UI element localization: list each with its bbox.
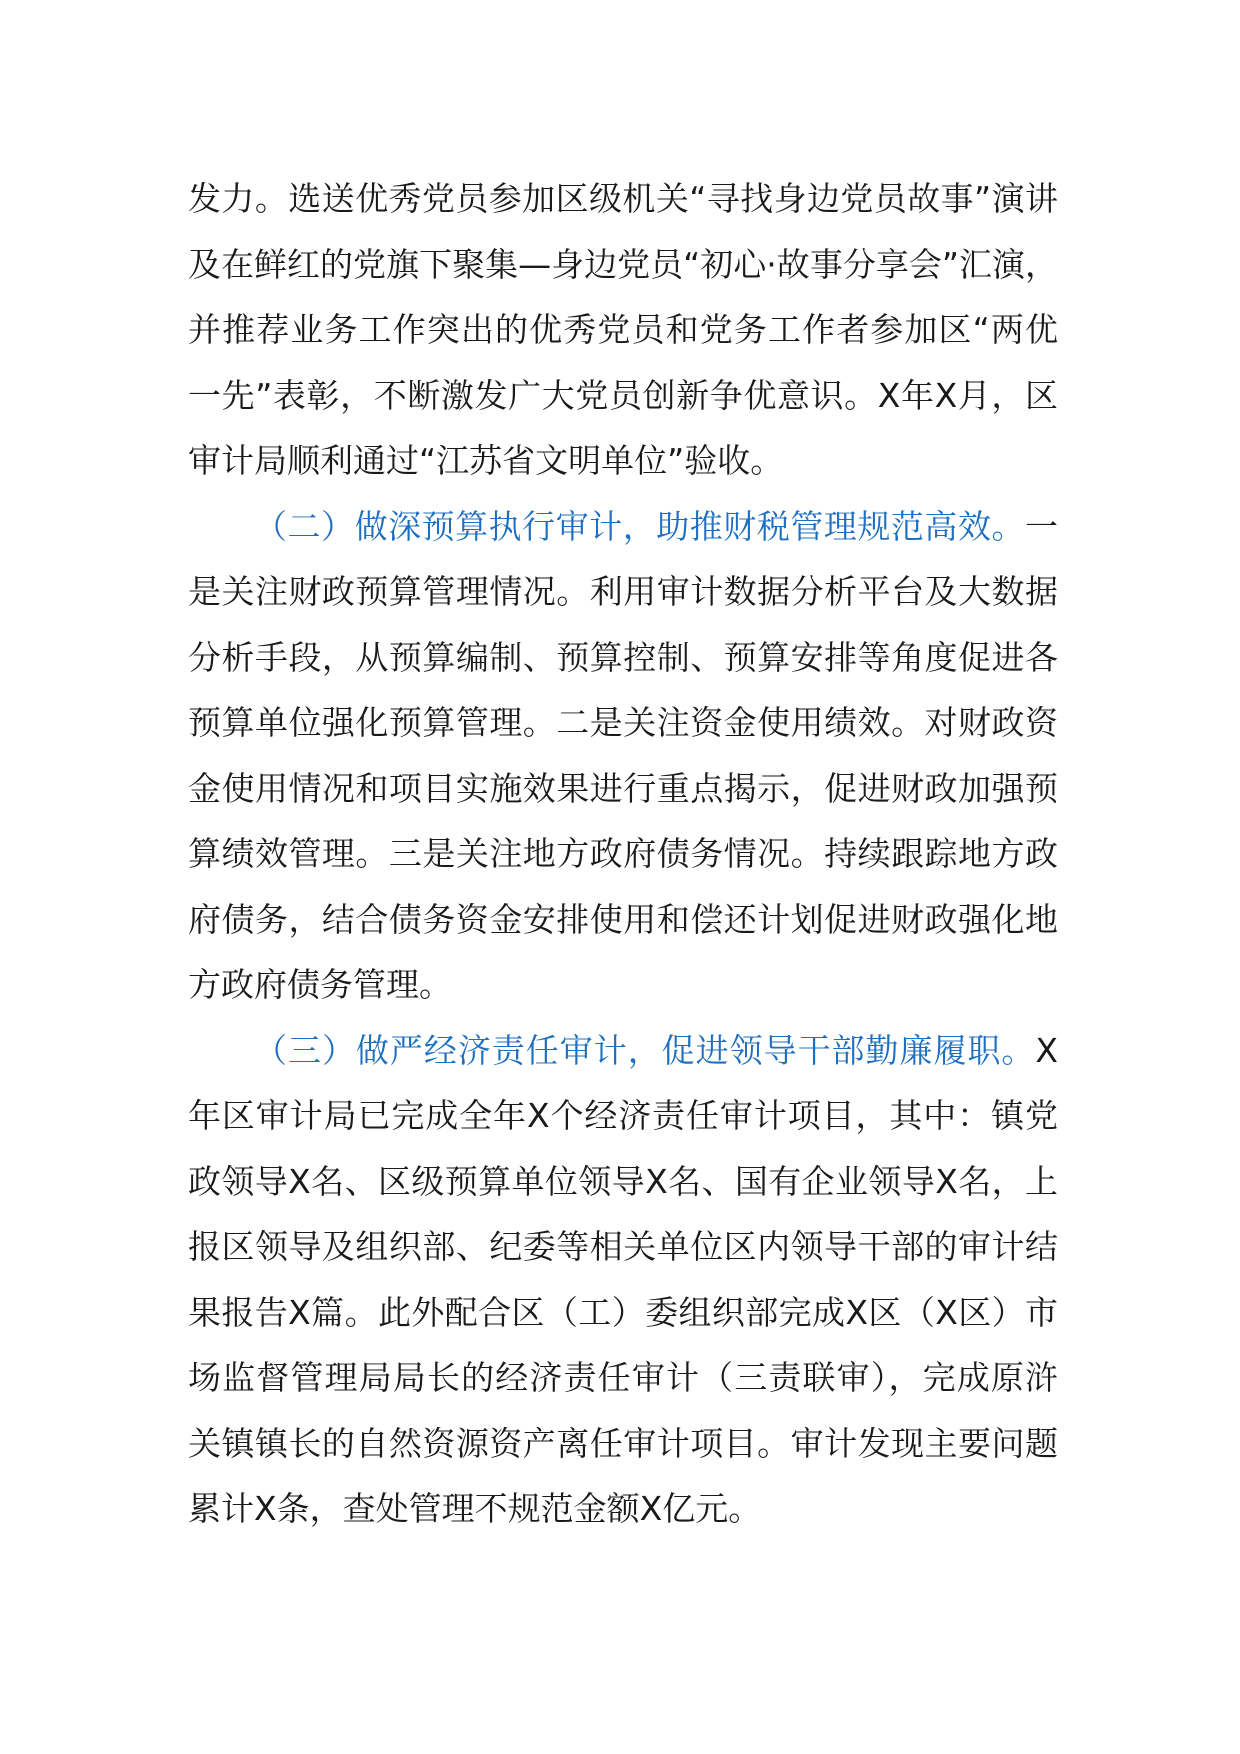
section-heading-3: （三）做严经济责任审计，促进领导干部勤廉履职。 — [254, 1030, 1036, 1070]
paragraph-2-text: 一是关注财政预算管理情况。利用审计数据分析平台及大数据分析手段，从预算编制、预算控制、预算安排等角度促进各预算单位强化预算管理。二是关注资金使用绩效。对财政资金使用情况和项目实施效果进行重点揭示，促进财政加强预算绩效管理。三是关注地方政府债务情况。持续跟踪地方政府债务，结合债务资金安排使用和偿还计划促进财政强化地方政府债务管理。 — [188, 506, 1058, 1004]
paragraph-3-text: X年区审计局已完成全年X个经济责任审计项目，其中：镇党政领导X名、区级预算单位领导X名、国有企业领导X名，上报区领导及组织部、纪委等相关单位区内领导干部的审计结果报告X篇。此外配合区（工）委组织部完成X区（X区）市场监督管理局局长的经济责任审计（三责联审），完成原浒关镇镇长的自然资源资产离任审计项目。审计发现主要问题累计X条，查处管理不规范金额X亿元。 — [188, 1030, 1058, 1528]
paragraph-2 — [188, 494, 1058, 1018]
paragraph-1-text: 发力。选送优秀党员参加区级机关“寻找身边党员故事”演讲及在鲜红的党旗下聚集—身边党员“初心·故事分享会”汇演，并推荐业务工作突出的优秀党员和党务工作者参加区“两优一先”表彰，不断激发广大党员创新争优意识。X年X月，区审计局顺利通过“江苏省文明单位”验收。 — [188, 179, 1058, 480]
document-body — [188, 166, 1058, 1542]
section-heading-2: （二）做深预算执行审计，助推财税管理规范高效。 — [254, 506, 1025, 546]
paragraph-1 — [188, 166, 1058, 494]
paragraph-3 — [188, 1018, 1058, 1542]
